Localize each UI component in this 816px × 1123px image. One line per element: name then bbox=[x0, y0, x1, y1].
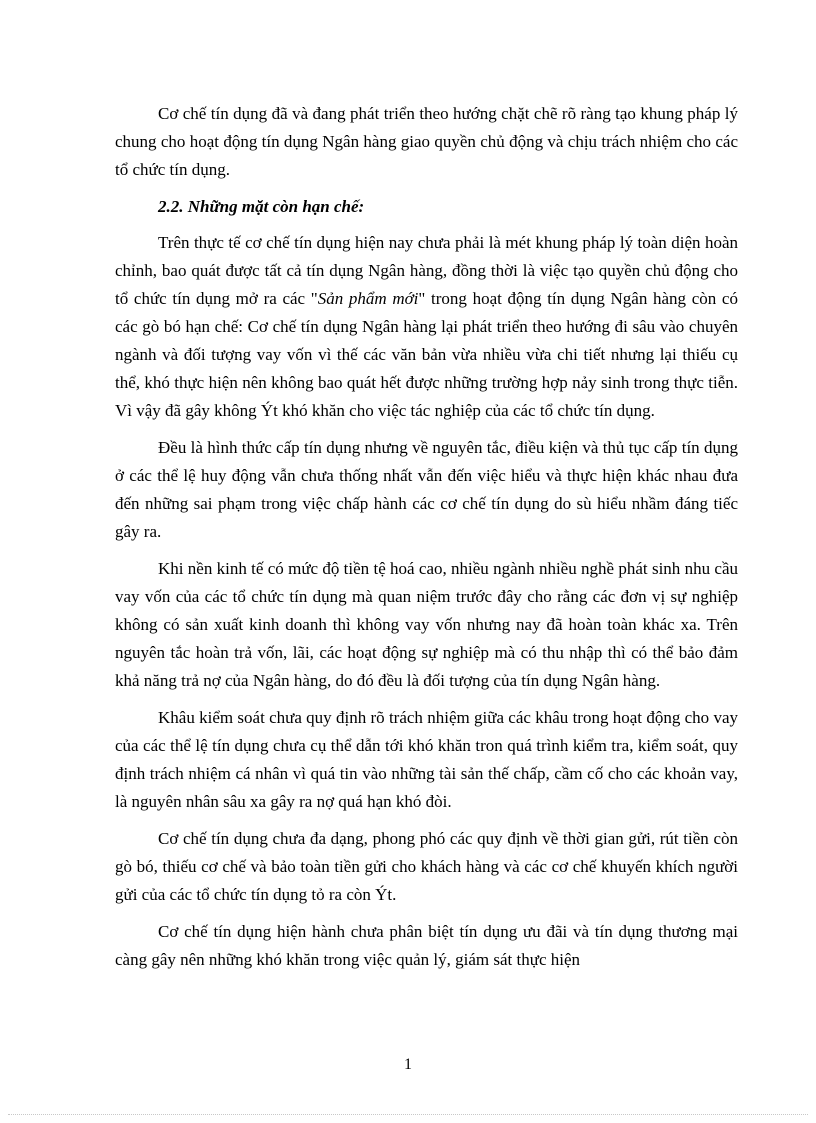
paragraph-legal-framework-text-before: Trên thực tế cơ chế tín dụng hiện nay chưa phải là mét khung pháp lý toàn diện hoàn chỉnh, bao quát được tất cả tín dụng Ngân hàng, đồng thời là việc tạo quyền chủ động cho tổ chức tín dụng mở ra các " bbox=[115, 233, 738, 308]
paragraph-credit-principles: Đều là hình thức cấp tín dụng nhưng về nguyên tắc, điều kiện và thủ tục cấp tín dụng ở các thể lệ huy động vẫn chưa thống nhất vẫn đến việc hiểu và thực hiện khác nhau đưa đến những sai phạm trong việc chấp hành các cơ chế tín dụng do sù hiểu nhầm đáng tiếc gây ra. bbox=[115, 438, 738, 541]
paragraph-deposit-regulations: Cơ chế tín dụng chưa đa dạng, phong phó các quy định về thời gian gửi, rút tiền còn gò bó, thiếu cơ chế và bảo toàn tiền gửi cho khách hàng và các cơ chế khuyến khích người gửi của các tổ chức tín dụng tỏ ra còn Ýt. bbox=[115, 829, 738, 904]
page-bottom-divider bbox=[8, 1114, 808, 1115]
paragraph-legal-framework-limits bbox=[115, 229, 738, 425]
paragraph-monetized-economy: Khi nền kinh tế có mức độ tiền tệ hoá cao, nhiều ngành nhiều nghề phát sinh nhu cầu vay vốn của các tổ chức tín dụng mà quan niệm trước đây cho rằng các đơn vị sự nghiệp không có sản xuất kinh doanh thì không vay vốn nhưng nay đã hoàn toàn khác xa. Trên nguyên tắc hoàn trả vốn, lãi, các hoạt động sự nghiệp mà có thu nhập thì có thể bảo đảm khả năng trả nợ của Ngân hàng, do đó đều là đối tượng của tín dụng Ngân hàng. bbox=[115, 559, 738, 690]
paragraph-credit-mechanism-development: Cơ chế tín dụng đã và đang phát triển theo hướng chặt chẽ rõ ràng tạo khung pháp lý chung cho hoạt động tín dụng Ngân hàng giao quyền chủ động và chịu trách nhiệm cho các tổ chức tín dụng. bbox=[115, 104, 738, 179]
paragraph-preferential-credit: Cơ chế tín dụng hiện hành chưa phân biệt tín dụng ưu đãi và tín dụng thương mại càng gây nên những khó khăn trong việc quản lý, giám sát thực hiện bbox=[115, 922, 738, 969]
paragraph-control-stage: Khâu kiểm soát chưa quy định rõ trách nhiệm giữa các khâu trong hoạt động cho vay của các thể lệ tín dụng chưa cụ thể dẫn tới khó khăn tron quá trình kiểm tra, kiểm soát, quy định trách nhiệm cá nhân vì quá tin vào những tài sản thế chấp, cầm cố cho các khoản vay, là nguyên nhân sâu xa gây ra nợ quá hạn khó đòi. bbox=[115, 708, 738, 811]
page-content bbox=[115, 100, 738, 983]
new-products-emphasis: Sản phẩm mới bbox=[317, 289, 419, 308]
section-heading-2-2: 2.2. Những mặt còn hạn chế: bbox=[158, 197, 365, 216]
paragraph-legal-framework-text-after: " trong hoạt động tín dụng Ngân hàng còn có các gò bó hạn chế: Cơ chế tín dụng Ngân hàng lại phát triển theo hướng đi sâu vào chuyên ngành và đối tượng vay vốn vì thế các văn bản vừa nhiều vừa chi tiết nhưng lại thiếu cụ thể, khó thực hiện nên không bao quát hết được những trường hợp nảy sinh trong thực tiễn. Vì vậy đã gây không Ýt khó khăn cho việc tác nghiệp của các tổ chức tín dụng. bbox=[115, 289, 738, 420]
page-number: 1 bbox=[404, 1056, 412, 1073]
